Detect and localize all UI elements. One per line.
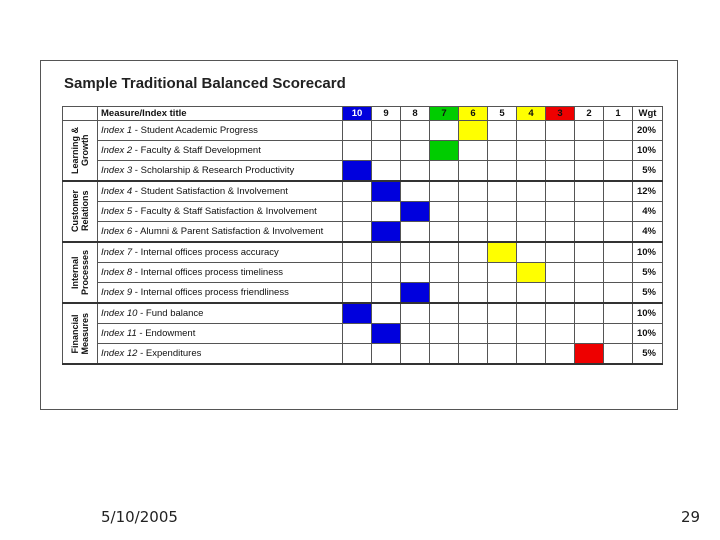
score-marker <box>517 262 546 282</box>
score-marker <box>575 344 604 364</box>
score-cell-6 <box>459 303 488 323</box>
header-measure-label: Measure/Index title <box>98 107 343 121</box>
score-marker <box>372 181 401 201</box>
measure-name: - Scholarship & Research Productivity <box>132 165 295 177</box>
score-cell-2 <box>575 121 604 141</box>
score-cell-5 <box>488 201 517 221</box>
weight-value: 5% <box>633 344 663 364</box>
score-cell-6 <box>459 181 488 201</box>
score-cell-10 <box>343 323 372 343</box>
score-cell-5 <box>488 121 517 141</box>
category-cell <box>63 242 98 303</box>
measure-row <box>63 201 663 221</box>
measure-title <box>98 262 343 282</box>
score-cell-2 <box>575 303 604 323</box>
score-marker <box>488 242 517 262</box>
score-cell-2 <box>575 283 604 303</box>
score-cell-5 <box>488 303 517 323</box>
score-cell-1 <box>604 181 633 201</box>
score-cell-4 <box>517 344 546 364</box>
score-cell-10 <box>343 283 372 303</box>
measure-name: - Alumni & Parent Satisfaction & Involvement <box>132 226 324 238</box>
score-cell-5 <box>488 323 517 343</box>
score-cell-8 <box>401 323 430 343</box>
measure-title <box>98 303 343 323</box>
score-cell-8 <box>401 262 430 282</box>
score-cell-2 <box>575 181 604 201</box>
measure-row <box>63 121 663 141</box>
measure-row <box>63 303 663 323</box>
score-cell-4 <box>517 303 546 323</box>
measure-row <box>63 141 663 161</box>
header-category-cell <box>63 107 98 121</box>
score-cell-9 <box>372 141 401 161</box>
scorecard-table <box>62 106 663 365</box>
score-cell-8 <box>401 303 430 323</box>
header-row <box>63 107 663 121</box>
score-cell-3 <box>546 141 575 161</box>
score-cell-9 <box>372 242 401 262</box>
score-cell-4 <box>517 141 546 161</box>
index-label: Index 6 <box>101 226 133 238</box>
score-cell-5 <box>488 262 517 282</box>
score-cell-6 <box>459 161 488 181</box>
score-cell-3 <box>546 323 575 343</box>
score-cell-7 <box>430 344 459 364</box>
score-cell-10 <box>343 181 372 201</box>
score-cell-10 <box>343 222 372 242</box>
score-cell-1 <box>604 323 633 343</box>
score-cell-10 <box>343 121 372 141</box>
score-cell-6 <box>459 344 488 364</box>
score-cell-2 <box>575 141 604 161</box>
score-cell-3 <box>546 161 575 181</box>
score-cell-9 <box>372 303 401 323</box>
score-cell-9 <box>372 201 401 221</box>
measure-row <box>63 161 663 181</box>
index-label: Index 5 <box>101 205 133 217</box>
measure-row <box>63 262 663 282</box>
weight-value: 12% <box>633 181 663 201</box>
score-cell-9 <box>372 262 401 282</box>
score-cell-1 <box>604 161 633 181</box>
score-cell-7 <box>430 181 459 201</box>
score-cell-5 <box>488 181 517 201</box>
index-label: Index 11 <box>101 327 137 339</box>
score-cell-9 <box>372 344 401 364</box>
measure-row <box>63 181 663 201</box>
score-cell-6 <box>459 283 488 303</box>
weight-value: 5% <box>633 262 663 282</box>
score-marker <box>401 283 430 303</box>
score-cell-6 <box>459 222 488 242</box>
weight-value: 10% <box>633 141 663 161</box>
header-score-1: 1 <box>604 107 633 121</box>
header-score-3: 3 <box>546 107 575 121</box>
index-label: Index 8 <box>101 266 133 278</box>
measure-name: - Faculty & Staff Development <box>132 145 261 157</box>
score-cell-1 <box>604 242 633 262</box>
index-label: Index 2 <box>101 145 133 157</box>
score-cell-2 <box>575 262 604 282</box>
score-cell-2 <box>575 323 604 343</box>
score-marker <box>459 121 488 141</box>
index-label: Index 1 <box>101 125 133 137</box>
weight-value: 10% <box>633 242 663 262</box>
measure-title <box>98 121 343 141</box>
header-score-6: 6 <box>459 107 488 121</box>
score-cell-3 <box>546 283 575 303</box>
score-cell-10 <box>343 262 372 282</box>
score-cell-10 <box>343 201 372 221</box>
score-cell-5 <box>488 161 517 181</box>
score-cell-4 <box>517 201 546 221</box>
score-cell-7 <box>430 121 459 141</box>
score-cell-5 <box>488 141 517 161</box>
measure-row <box>63 222 663 242</box>
score-cell-2 <box>575 222 604 242</box>
measure-name: - Student Academic Progress <box>132 125 258 137</box>
header-score-5: 5 <box>488 107 517 121</box>
category-cell <box>63 303 98 364</box>
score-cell-8 <box>401 242 430 262</box>
weight-value: 5% <box>633 283 663 303</box>
weight-value: 4% <box>633 222 663 242</box>
measure-title <box>98 242 343 262</box>
score-cell-1 <box>604 283 633 303</box>
header-score-2: 2 <box>575 107 604 121</box>
measure-name: - Internal offices process friendliness <box>132 287 289 299</box>
score-cell-3 <box>546 344 575 364</box>
measure-title <box>98 201 343 221</box>
header-score-4: 4 <box>517 107 546 121</box>
measure-title <box>98 344 343 364</box>
score-cell-8 <box>401 141 430 161</box>
score-cell-4 <box>517 323 546 343</box>
score-cell-1 <box>604 344 633 364</box>
score-cell-6 <box>459 262 488 282</box>
measure-row <box>63 323 663 343</box>
measure-title <box>98 222 343 242</box>
score-cell-10 <box>343 242 372 262</box>
score-cell-7 <box>430 283 459 303</box>
measure-row <box>63 283 663 303</box>
measure-title <box>98 141 343 161</box>
score-cell-9 <box>372 283 401 303</box>
category-label: Financial Measures <box>70 312 90 355</box>
score-cell-9 <box>372 161 401 181</box>
score-cell-2 <box>575 161 604 181</box>
score-cell-1 <box>604 141 633 161</box>
header-score-10: 10 <box>343 107 372 121</box>
weight-value: 20% <box>633 121 663 141</box>
score-cell-10 <box>343 141 372 161</box>
score-cell-7 <box>430 262 459 282</box>
index-label: Index 3 <box>101 165 133 177</box>
footer-date: 5/10/2005 <box>101 508 178 526</box>
score-cell-4 <box>517 222 546 242</box>
score-cell-3 <box>546 242 575 262</box>
score-cell-4 <box>517 121 546 141</box>
score-marker <box>372 222 401 242</box>
score-cell-7 <box>430 242 459 262</box>
score-cell-5 <box>488 222 517 242</box>
score-cell-9 <box>372 121 401 141</box>
measure-name: - Internal offices process timeliness <box>132 266 284 278</box>
category-label: Internal Processes <box>70 249 90 296</box>
score-cell-10 <box>343 344 372 364</box>
category-cell <box>63 121 98 182</box>
header-score-7: 7 <box>430 107 459 121</box>
score-cell-1 <box>604 201 633 221</box>
score-cell-4 <box>517 181 546 201</box>
category-cell <box>63 181 98 242</box>
score-cell-3 <box>546 222 575 242</box>
score-cell-4 <box>517 283 546 303</box>
score-cell-8 <box>401 222 430 242</box>
score-cell-7 <box>430 201 459 221</box>
score-cell-8 <box>401 181 430 201</box>
measure-name: - Fund balance <box>137 307 204 319</box>
category-label: Customer Relations <box>70 190 90 233</box>
page-number: 29 <box>681 508 701 526</box>
header-score-8: 8 <box>401 107 430 121</box>
measure-row <box>63 242 663 262</box>
score-cell-6 <box>459 141 488 161</box>
score-marker <box>372 323 401 343</box>
score-marker <box>343 303 372 323</box>
score-cell-5 <box>488 283 517 303</box>
measure-title <box>98 283 343 303</box>
score-cell-7 <box>430 161 459 181</box>
category-label: Learning & Growth <box>70 126 90 174</box>
weight-value: 10% <box>633 303 663 323</box>
score-cell-8 <box>401 161 430 181</box>
score-marker <box>401 201 430 221</box>
header-weight-label: Wgt <box>633 107 663 121</box>
score-cell-8 <box>401 344 430 364</box>
score-cell-3 <box>546 201 575 221</box>
score-cell-3 <box>546 181 575 201</box>
score-cell-6 <box>459 242 488 262</box>
score-cell-6 <box>459 201 488 221</box>
score-cell-2 <box>575 242 604 262</box>
scorecard-title: Sample Traditional Balanced Scorecard <box>64 75 346 92</box>
score-marker <box>430 141 459 161</box>
measure-title <box>98 323 343 343</box>
measure-name: - Endowment <box>136 327 196 339</box>
score-marker <box>343 161 372 181</box>
score-cell-3 <box>546 121 575 141</box>
score-cell-1 <box>604 222 633 242</box>
measure-title <box>98 181 343 201</box>
measure-name: - Expenditures <box>137 348 202 360</box>
measure-name: - Faculty & Staff Satisfaction & Involvement <box>132 205 317 217</box>
score-cell-4 <box>517 242 546 262</box>
score-cell-1 <box>604 303 633 323</box>
weight-value: 4% <box>633 201 663 221</box>
score-cell-2 <box>575 201 604 221</box>
score-cell-5 <box>488 344 517 364</box>
score-cell-3 <box>546 303 575 323</box>
score-cell-7 <box>430 222 459 242</box>
header-score-9: 9 <box>372 107 401 121</box>
index-label: Index 9 <box>101 287 133 299</box>
weight-value: 10% <box>633 323 663 343</box>
score-cell-6 <box>459 323 488 343</box>
index-label: Index 10 <box>101 307 138 319</box>
index-label: Index 7 <box>101 246 133 258</box>
index-label: Index 4 <box>101 185 133 197</box>
score-cell-7 <box>430 323 459 343</box>
score-cell-7 <box>430 303 459 323</box>
measure-name: - Student Satisfaction & Involvement <box>132 185 288 197</box>
score-cell-1 <box>604 121 633 141</box>
measure-name: - Internal offices process accuracy <box>132 246 279 258</box>
score-cell-4 <box>517 161 546 181</box>
index-label: Index 12 <box>101 348 138 360</box>
weight-value: 5% <box>633 161 663 181</box>
score-cell-1 <box>604 262 633 282</box>
measure-title <box>98 161 343 181</box>
measure-row <box>63 344 663 364</box>
score-cell-8 <box>401 121 430 141</box>
score-cell-3 <box>546 262 575 282</box>
